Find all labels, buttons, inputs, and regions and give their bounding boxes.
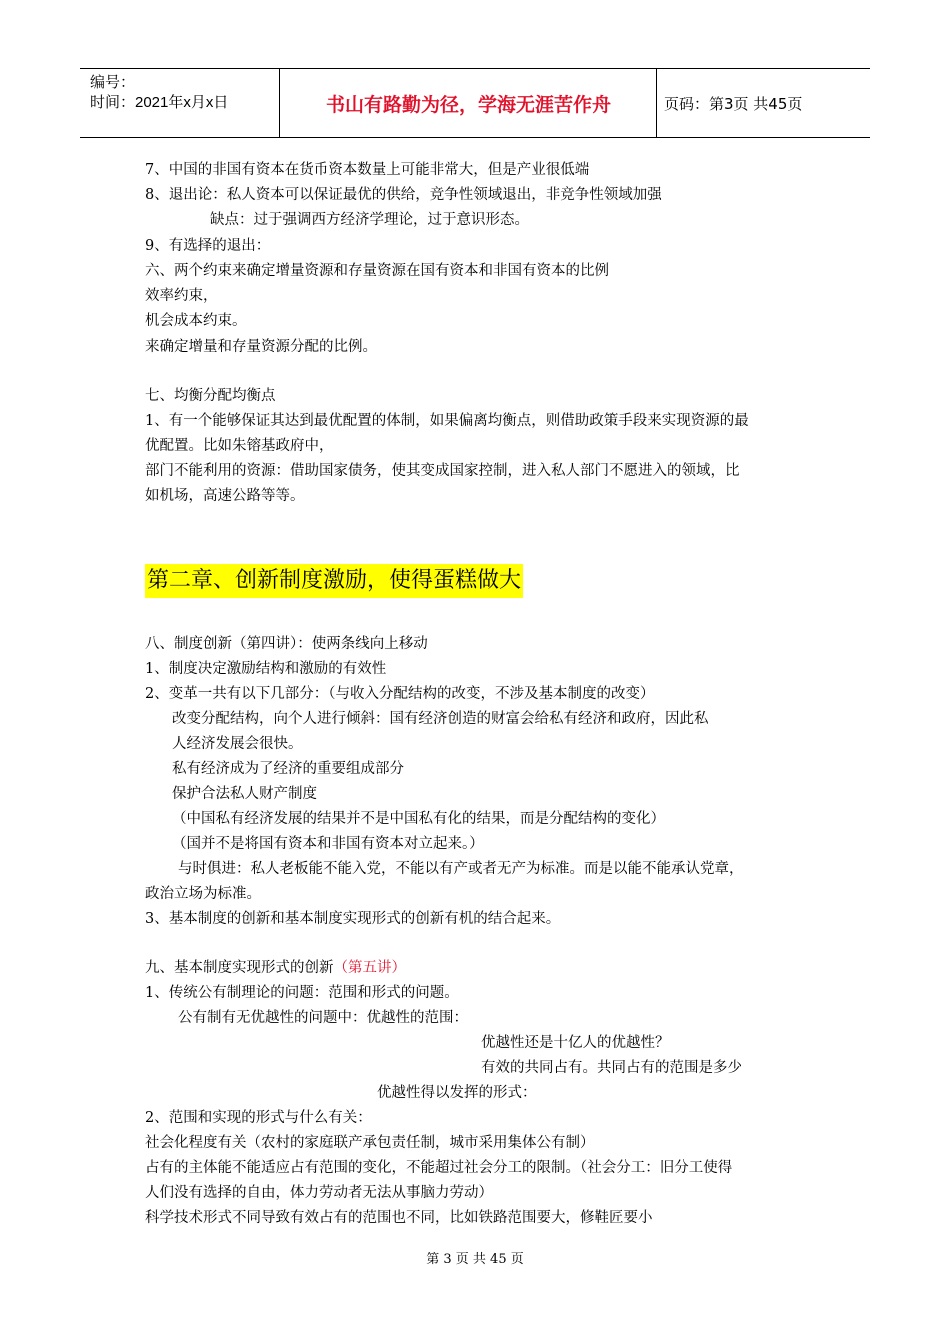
text-line: 科学技术形式不同导致有效占有的范围也不同，比如铁路范围要大，修鞋匠要小 xyxy=(145,1210,653,1226)
text-line: 1、有一个能够保证其达到最优配置的体制，如果偏离均衡点，则借助政策手段来实现资源的最 xyxy=(145,413,749,429)
text-line: 与时俱进：私人老板能不能入党，不能以有产或者无产为标准。而是以能不能承认党章， xyxy=(178,861,744,877)
text-line: 7、中国的非国有资本在货币资本数量上可能非常大，但是产业很低端 xyxy=(145,162,590,178)
text-line: 有效的共同占有。共同占有的范围是多少 xyxy=(481,1060,742,1076)
text-line: 人经济发展会很快。 xyxy=(172,736,303,752)
text-line: 机会成本约束。 xyxy=(145,313,247,329)
text-line: 政治立场为标准。 xyxy=(145,886,261,902)
text-line: 3、基本制度的创新和基本制度实现形式的创新有机的结合起来。 xyxy=(145,911,561,927)
text-line: 部门不能利用的资源：借助国家债务，使其变成国家控制，进入私人部门不愿进入的领域，比 xyxy=(145,463,740,479)
text-line: 改变分配结构，向个人进行倾斜：国有经济创造的财富会给私有经济和政府，因此私 xyxy=(172,711,709,727)
text-line: 如机场，高速公路等等。 xyxy=(145,488,305,504)
text-line: 8、退出论：私人资本可以保证最优的供给，竞争性领域退出，非竞争性领域加强 xyxy=(145,187,662,203)
text-line: 优配置。比如朱镕基政府中， xyxy=(145,438,334,454)
number-label: 编号： xyxy=(90,74,136,91)
page-header xyxy=(80,68,870,138)
lecture-note: （第五讲） xyxy=(333,960,406,976)
text-line: 占有的主体能不能适应占有范围的变化，不能超过社会分工的限制。（社会分工：旧分工使得 xyxy=(145,1160,733,1176)
text-line: 效率约束， xyxy=(145,288,218,304)
text-line: 缺点：过于强调西方经济学理论，过于意识形态。 xyxy=(210,212,529,228)
text-line: （中国私有经济发展的结果并不是中国私有化的结果，而是分配结构的变化） xyxy=(172,811,665,827)
text-line: 私有经济成为了经济的重要组成部分 xyxy=(172,761,404,777)
text-line: 公有制有无优越性的问题中：优越性的范围： xyxy=(178,1010,468,1026)
text-line: 2、范围和实现的形式与什么有关： xyxy=(145,1110,372,1126)
text-line: 人们没有选择的自由，体力劳动者无法从事脑力劳动） xyxy=(145,1185,493,1201)
text-line: 1、传统公有制理论的问题：范围和形式的问题。 xyxy=(145,985,459,1001)
section-heading: 七、均衡分配均衡点 xyxy=(145,388,276,404)
text-line: 优越性得以发挥的形式： xyxy=(377,1085,537,1101)
chapter-title: 第二章、创新制度激励，使得蛋糕做大 xyxy=(145,564,523,598)
time-label: 时间：2021年x月x日 xyxy=(90,94,229,111)
section-heading: 八、制度创新（第四讲）：使两条线向上移动 xyxy=(145,636,428,652)
text-line: 1、制度决定激励结构和激励的有效性 xyxy=(145,661,387,677)
text-line: 9、有选择的退出： xyxy=(145,238,271,254)
text-line: 优越性还是十亿人的优越性？ xyxy=(481,1035,670,1051)
text-line: 2、变革一共有以下几部分：（与收入分配结构的改变，不涉及基本制度的改变） xyxy=(145,686,655,702)
page-footer: 第 3 页 共 45 页 xyxy=(426,1252,524,1267)
text-line: 社会化程度有关（农村的家庭联产承包责任制，城市采用集体公有制） xyxy=(145,1135,595,1151)
header-meta xyxy=(80,69,280,137)
section-heading-text: 九、基本制度实现形式的创新 xyxy=(145,960,334,976)
section-heading: 六、两个约束来确定增量资源和存量资源在国有资本和非国有资本的比例 xyxy=(145,263,609,279)
page-info: 页码：第3页 共45页 xyxy=(664,94,803,113)
motto: 书山有路勤为径，学海无涯苦作舟 xyxy=(281,69,657,137)
text-line: 来确定增量和存量资源分配的比例。 xyxy=(145,339,377,355)
text-line: （国并不是将国有资本和非国有资本对立起来。） xyxy=(172,836,484,852)
text-line: 保护合法私人财产制度 xyxy=(172,786,317,802)
section-heading xyxy=(145,958,406,978)
